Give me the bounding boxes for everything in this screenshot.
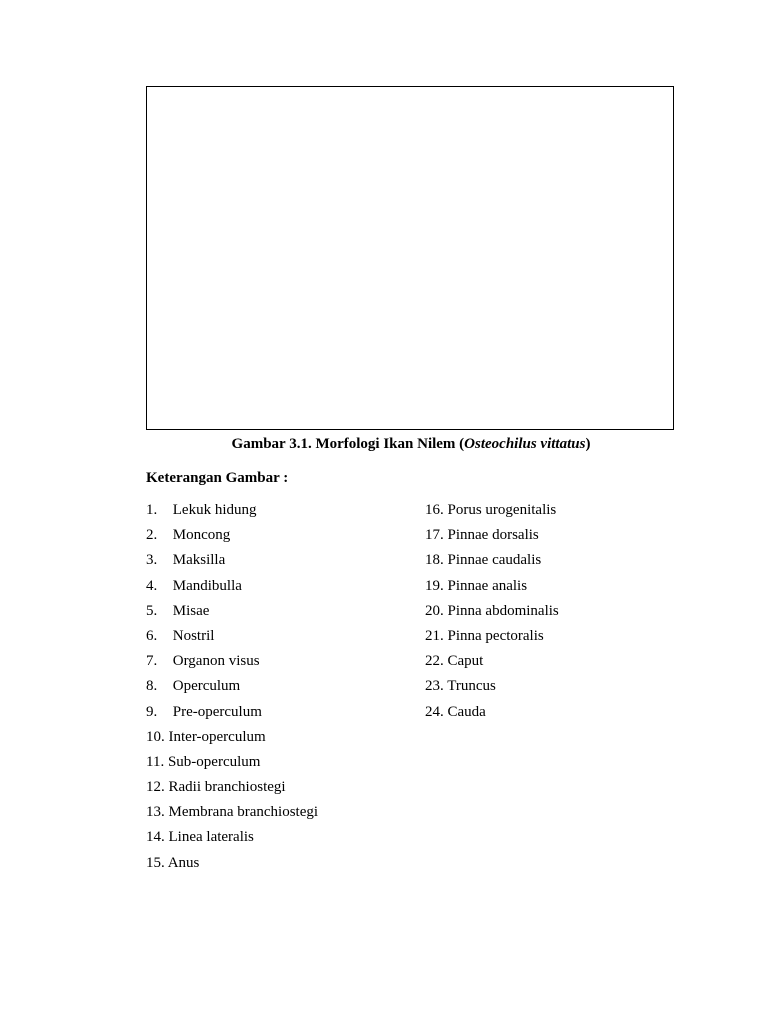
item-number: 1. (146, 502, 158, 518)
item-label: Pinnae dorsalis (447, 527, 539, 544)
list-item (425, 500, 685, 525)
item-number: 21. (425, 627, 444, 644)
list-item (425, 651, 685, 676)
item-label: Cauda (447, 703, 486, 720)
list-item (425, 676, 685, 701)
item-label: Linea lateralis (168, 829, 254, 846)
item-number: 10. (146, 728, 165, 745)
list-item (146, 550, 416, 575)
item-number: 7. (146, 653, 158, 670)
item-number: 9. (146, 703, 158, 720)
list-item (425, 702, 685, 727)
item-number: 6. (146, 627, 158, 644)
item-label: Anus (167, 854, 200, 871)
list-item (425, 525, 685, 550)
figure-caption (146, 434, 676, 454)
item-number: 4. (146, 577, 158, 594)
item-number: 23. (425, 678, 444, 695)
item-number: 5. (146, 602, 158, 619)
legend-title: Keterangan Gambar : (146, 470, 289, 486)
item-label: Organon visus (172, 653, 260, 670)
item-number: 22. (425, 653, 444, 670)
item-number: 2. (146, 527, 158, 544)
list-item (146, 525, 416, 550)
list-item (146, 601, 416, 626)
list-item (146, 727, 416, 752)
list-item (425, 550, 685, 575)
item-label: Moncong (172, 527, 231, 544)
item-label: Caput (447, 653, 484, 670)
list-item (146, 777, 416, 802)
item-label: Mandibulla (172, 577, 242, 594)
list-item (146, 827, 416, 852)
item-label: Sub-operculum (167, 753, 261, 770)
item-label: Nostril (172, 627, 215, 644)
item-number: 14. (146, 829, 165, 846)
caption-prefix: Gambar 3.1. Morfologi Ikan Nilem ( (231, 436, 465, 452)
item-label: Maksilla (172, 552, 226, 569)
list-item (146, 676, 416, 701)
item-label: Radii branchiostegi (168, 779, 286, 796)
item-label: Misae (172, 602, 210, 619)
item-label: Porus urogenitalis (447, 502, 557, 518)
item-label: Inter-operculum (168, 728, 266, 745)
item-number: 24. (425, 703, 444, 720)
legend-list-right (425, 500, 685, 727)
item-number: 12. (146, 779, 165, 796)
list-item (425, 601, 685, 626)
item-number: 8. (146, 678, 158, 695)
item-label: Membrana branchiostegi (168, 804, 319, 821)
item-number: 16. (425, 502, 444, 518)
item-label: Pinnae caudalis (447, 552, 542, 569)
list-item (425, 576, 685, 601)
list-item (146, 853, 416, 878)
item-number: 13. (146, 804, 165, 821)
list-item (146, 576, 416, 601)
list-item (425, 626, 685, 651)
list-item (146, 752, 416, 777)
caption-suffix: ) (585, 436, 591, 452)
item-label: Pinnae analis (447, 577, 528, 594)
item-label: Pinna pectoralis (447, 627, 544, 644)
item-label: Truncus (447, 678, 496, 695)
item-number: 3. (146, 552, 158, 569)
list-item (146, 500, 416, 525)
list-item (146, 626, 416, 651)
item-label: Pre-operculum (172, 703, 262, 720)
item-number: 15. (146, 854, 165, 871)
item-number: 18. (425, 552, 444, 569)
list-item (146, 802, 416, 827)
list-item (146, 702, 416, 727)
legend-list-left (146, 500, 416, 878)
list-item (146, 651, 416, 676)
item-label: Pinna abdominalis (447, 602, 559, 619)
figure-image-frame (146, 86, 674, 430)
item-number: 19. (425, 577, 444, 594)
item-number: 20. (425, 602, 444, 619)
item-number: 17. (425, 527, 444, 544)
item-label: Lekuk hidung (172, 502, 257, 518)
item-number: 11. (146, 753, 165, 770)
caption-species: Osteochilus vittatus (464, 436, 586, 452)
item-label: Operculum (172, 678, 241, 695)
